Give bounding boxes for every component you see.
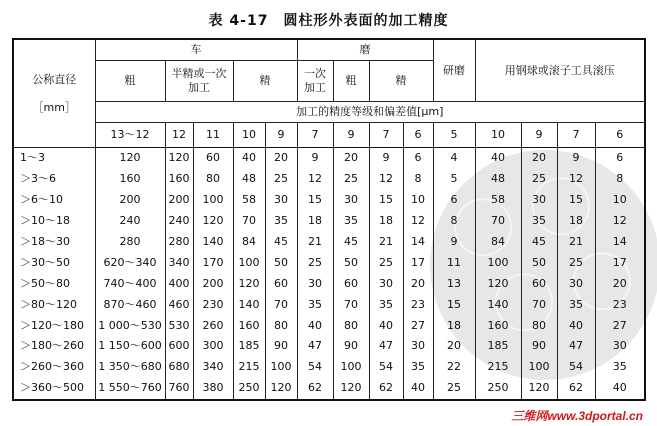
value-cell: 30: [297, 273, 333, 294]
table-row: [13, 252, 645, 273]
value-cell: 6: [433, 190, 475, 211]
value-cell: 25: [433, 378, 475, 400]
diameter-unit: ［mm］: [32, 100, 76, 114]
grade-header: 9: [521, 123, 557, 148]
value-cell: 50: [521, 252, 557, 273]
value-cell: 40: [403, 378, 433, 400]
value-cell: 35: [557, 294, 595, 315]
value-cell: 600: [165, 336, 193, 357]
value-cell: 54: [557, 357, 595, 378]
value-cell: 25: [333, 169, 369, 190]
value-cell: 140: [475, 294, 521, 315]
value-cell: 100: [333, 357, 369, 378]
value-cell: 100: [475, 252, 521, 273]
diameter-cell: ＞120～180: [20, 318, 84, 332]
value-cell: 8: [595, 169, 645, 190]
value-cell: 35: [297, 294, 333, 315]
value-cell: 120: [233, 273, 265, 294]
value-cell: 40: [297, 315, 333, 336]
value-cell: 40: [557, 315, 595, 336]
value-cell: 280: [165, 232, 193, 253]
table-row: [13, 294, 645, 315]
value-cell: 240: [165, 211, 193, 232]
value-cell: 20: [595, 273, 645, 294]
value-cell: 60: [333, 273, 369, 294]
grinding-once-header: 一次加工: [297, 61, 333, 102]
value-cell: 15: [433, 294, 475, 315]
value-cell: 12: [403, 211, 433, 232]
value-cell: 740～400: [95, 273, 165, 294]
value-cell: 20: [265, 148, 297, 169]
value-cell: 62: [369, 378, 403, 400]
value-cell: 70: [233, 211, 265, 232]
value-cell: 100: [521, 357, 557, 378]
grade-header: 13～12: [95, 123, 165, 148]
value-cell: 400: [165, 273, 193, 294]
value-cell: 185: [475, 336, 521, 357]
value-cell: 70: [265, 294, 297, 315]
value-cell: 380: [193, 378, 233, 400]
value-cell: 58: [233, 190, 265, 211]
value-cell: 15: [297, 190, 333, 211]
rolling-header: 用钢球或滚子工具滚压: [475, 39, 645, 102]
value-cell: 680: [165, 357, 193, 378]
value-cell: 260: [193, 315, 233, 336]
diameter-cell: 1～3: [20, 151, 45, 165]
value-cell: 30: [521, 190, 557, 211]
precision-table: [12, 38, 646, 401]
value-cell: 185: [233, 336, 265, 357]
value-cell: 18: [433, 315, 475, 336]
value-cell: 21: [297, 232, 333, 253]
grade-header: 7: [297, 123, 333, 148]
value-cell: 27: [403, 315, 433, 336]
value-cell: 45: [333, 232, 369, 253]
value-cell: 870～460: [95, 294, 165, 315]
table-row: [13, 211, 645, 232]
grade-header: 11: [193, 123, 233, 148]
diameter-cell: ＞260～360: [20, 360, 84, 374]
value-cell: 27: [595, 315, 645, 336]
value-cell: 160: [95, 169, 165, 190]
value-cell: 48: [233, 169, 265, 190]
value-cell: 80: [333, 315, 369, 336]
value-cell: 14: [595, 232, 645, 253]
turning-finish-header: 精: [233, 61, 297, 102]
value-cell: 17: [595, 252, 645, 273]
table-row: [13, 336, 645, 357]
value-cell: 17: [403, 252, 433, 273]
turning-semi-finish-header: 半精或一次加工: [165, 61, 233, 102]
value-cell: 120: [475, 273, 521, 294]
value-cell: 170: [193, 252, 233, 273]
value-cell: 1 150～600: [95, 336, 165, 357]
value-cell: 9: [297, 148, 333, 169]
value-cell: 50: [333, 252, 369, 273]
value-cell: 47: [297, 336, 333, 357]
value-cell: 35: [265, 211, 297, 232]
value-cell: 40: [369, 315, 403, 336]
grade-header: 7: [369, 123, 403, 148]
value-cell: 12: [297, 169, 333, 190]
value-cell: 240: [95, 211, 165, 232]
value-cell: 120: [521, 378, 557, 400]
value-cell: 9: [369, 148, 403, 169]
value-cell: 40: [475, 148, 521, 169]
turning-header: 车: [95, 39, 297, 61]
value-cell: 90: [333, 336, 369, 357]
value-cell: 45: [265, 232, 297, 253]
value-cell: 12: [595, 211, 645, 232]
table-row: [13, 169, 645, 190]
value-cell: 60: [521, 273, 557, 294]
value-cell: 18: [557, 211, 595, 232]
value-cell: 250: [475, 378, 521, 400]
value-cell: 120: [165, 148, 193, 169]
value-cell: 200: [95, 190, 165, 211]
value-cell: 25: [521, 169, 557, 190]
grade-header: 12: [165, 123, 193, 148]
table-row: [13, 232, 645, 253]
grade-header: 9: [333, 123, 369, 148]
value-cell: 10: [595, 190, 645, 211]
value-cell: 23: [595, 294, 645, 315]
value-cell: 12: [369, 169, 403, 190]
value-cell: 35: [333, 211, 369, 232]
diameter-label: 公称直径: [32, 72, 77, 86]
value-cell: 1 350～680: [95, 357, 165, 378]
value-cell: 80: [521, 315, 557, 336]
value-cell: 140: [233, 294, 265, 315]
value-cell: 25: [557, 252, 595, 273]
value-cell: 21: [369, 232, 403, 253]
value-cell: 100: [233, 252, 265, 273]
grade-header: 9: [265, 123, 297, 148]
value-cell: 160: [475, 315, 521, 336]
value-cell: 47: [369, 336, 403, 357]
value-cell: 215: [475, 357, 521, 378]
grade-header: 10: [233, 123, 265, 148]
diameter-cell: ＞18～30: [20, 235, 70, 248]
value-cell: 4: [433, 148, 475, 169]
value-cell: 30: [595, 336, 645, 357]
value-cell: 140: [193, 232, 233, 253]
value-cell: 215: [233, 357, 265, 378]
value-cell: 35: [403, 357, 433, 378]
value-cell: 200: [193, 273, 233, 294]
table-body: [13, 148, 645, 400]
diameter-cell: ＞3～6: [20, 172, 56, 186]
value-cell: 200: [165, 190, 193, 211]
value-cell: 90: [521, 336, 557, 357]
value-cell: 6: [403, 148, 433, 169]
lapping-header: 研磨: [433, 39, 475, 102]
value-cell: 13: [433, 273, 475, 294]
value-cell: 30: [557, 273, 595, 294]
value-cell: 460: [165, 294, 193, 315]
value-cell: 760: [165, 378, 193, 400]
value-cell: 5: [433, 169, 475, 190]
turning-rough-header: 粗: [95, 61, 165, 102]
value-cell: 58: [475, 190, 521, 211]
value-cell: 60: [265, 273, 297, 294]
value-cell: 25: [297, 252, 333, 273]
grade-header: 7: [557, 123, 595, 148]
value-cell: 70: [475, 211, 521, 232]
value-cell: 620～340: [95, 252, 165, 273]
value-cell: 25: [369, 252, 403, 273]
value-cell: 54: [369, 357, 403, 378]
value-cell: 120: [193, 211, 233, 232]
value-cell: 120: [333, 378, 369, 400]
value-cell: 35: [595, 357, 645, 378]
value-cell: 40: [595, 378, 645, 400]
value-cell: 80: [193, 169, 233, 190]
value-cell: 250: [233, 378, 265, 400]
value-cell: 120: [95, 148, 165, 169]
value-cell: 11: [433, 252, 475, 273]
value-cell: 30: [333, 190, 369, 211]
value-cell: 15: [557, 190, 595, 211]
value-cell: 48: [475, 169, 521, 190]
value-cell: 6: [595, 148, 645, 169]
value-cell: 1 000～530: [95, 315, 165, 336]
value-cell: 230: [193, 294, 233, 315]
value-cell: 8: [403, 169, 433, 190]
diameter-cell: ＞10～18: [20, 214, 70, 228]
value-cell: 62: [557, 378, 595, 400]
watermark-site: 三维网www.3dportal.cn: [511, 409, 643, 423]
value-cell: 30: [265, 190, 297, 211]
grade-header: 6: [595, 123, 645, 148]
value-cell: 23: [403, 294, 433, 315]
value-cell: 21: [557, 232, 595, 253]
value-cell: 10: [403, 190, 433, 211]
value-cell: 12: [557, 169, 595, 190]
value-cell: 70: [521, 294, 557, 315]
value-cell: 35: [521, 211, 557, 232]
table-row: [13, 315, 645, 336]
value-cell: 8: [433, 211, 475, 232]
table-title: 表 4-17 圆柱形外表面的加工精度: [208, 13, 449, 29]
value-cell: 45: [521, 232, 557, 253]
value-cell: 340: [193, 357, 233, 378]
value-cell: 18: [369, 211, 403, 232]
value-cell: 40: [233, 148, 265, 169]
value-cell: 54: [297, 357, 333, 378]
value-cell: 47: [557, 336, 595, 357]
value-cell: 80: [265, 315, 297, 336]
value-cell: 300: [193, 336, 233, 357]
value-cell: 70: [333, 294, 369, 315]
value-cell: 100: [265, 357, 297, 378]
value-cell: 530: [165, 315, 193, 336]
diameter-cell: ＞180～260: [20, 339, 84, 353]
value-cell: 120: [265, 378, 297, 400]
value-cell: 280: [95, 232, 165, 253]
value-cell: 340: [165, 252, 193, 273]
value-cell: 15: [369, 190, 403, 211]
grinding-finish-header: 精: [369, 61, 433, 102]
value-cell: 30: [403, 336, 433, 357]
value-cell: 30: [369, 273, 403, 294]
grinding-header: 磨: [297, 39, 433, 61]
table-row: [13, 190, 645, 211]
value-cell: 25: [265, 169, 297, 190]
grade-header: 6: [403, 123, 433, 148]
diameter-cell: ＞360～500: [20, 381, 84, 395]
value-cell: 160: [165, 169, 193, 190]
value-cell: 22: [433, 357, 475, 378]
grade-header: 10: [475, 123, 521, 148]
diameter-cell: ＞30～50: [20, 255, 70, 269]
value-cell: 20: [333, 148, 369, 169]
table-row: [13, 273, 645, 294]
grinding-rough-header: 粗: [333, 61, 369, 102]
table-row: [13, 378, 645, 400]
value-cell: 20: [403, 273, 433, 294]
value-cell: 18: [297, 211, 333, 232]
value-cell: 50: [265, 252, 297, 273]
value-cell: 9: [433, 232, 475, 253]
value-cell: 84: [233, 232, 265, 253]
value-cell: 60: [193, 148, 233, 169]
table-row: [13, 148, 645, 169]
value-cell: 160: [233, 315, 265, 336]
value-cell: 14: [403, 232, 433, 253]
diameter-header: [13, 39, 95, 148]
accuracy-note: 加工的精度等级和偏差值[μm]: [95, 102, 645, 123]
value-cell: 100: [193, 190, 233, 211]
diameter-cell: ＞50～80: [20, 276, 70, 290]
diameter-cell: ＞6～10: [20, 193, 63, 207]
value-cell: 1 550～760: [95, 378, 165, 400]
table-row: [13, 357, 645, 378]
value-cell: 62: [297, 378, 333, 400]
grade-header: 5: [433, 123, 475, 148]
value-cell: 9: [557, 148, 595, 169]
value-cell: 20: [521, 148, 557, 169]
value-cell: 35: [369, 294, 403, 315]
value-cell: 90: [265, 336, 297, 357]
value-cell: 84: [475, 232, 521, 253]
value-cell: 20: [433, 336, 475, 357]
diameter-cell: ＞80～120: [20, 297, 77, 311]
